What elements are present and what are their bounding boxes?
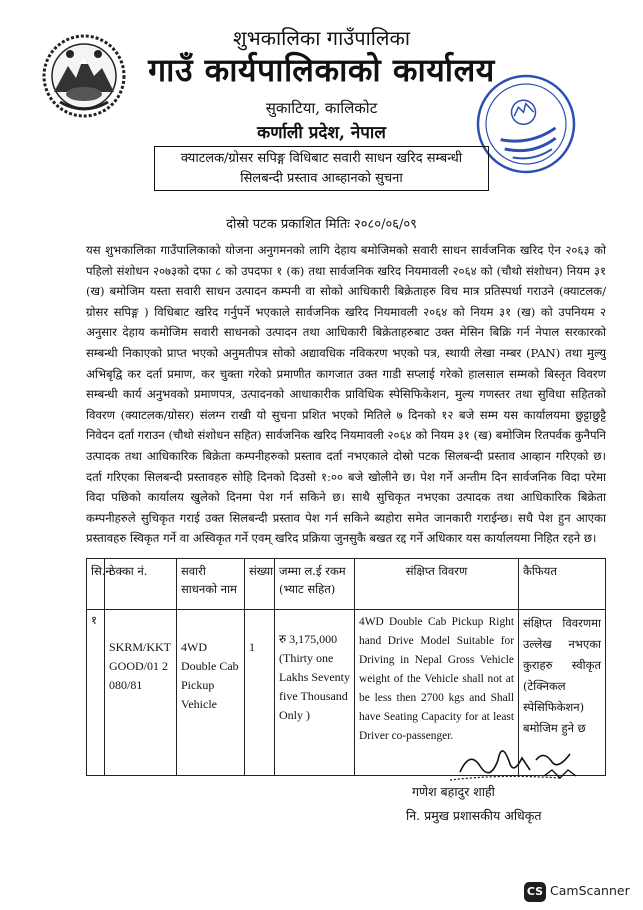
camscanner-logo-icon: CS <box>524 882 546 902</box>
notice-title-line-2: सिलबन्दी प्रस्ताव आब्हानको सुचना <box>240 171 403 186</box>
header-remarks: कैफियत <box>519 559 606 610</box>
header-vehicle-name: सवारी साधनको नाम <box>177 559 245 610</box>
cell-amount: रु 3,175,000 (Thirty one Lakhs Seventy five Thousand Only ) <box>275 610 355 776</box>
cell-remarks: संक्षिप्त विवरणमा उल्लेख नभएका कुराहरु स्वीकृत (टेक्निकल स्पेसिफिकेशन) बमोजिम हुने छ <box>519 610 606 776</box>
camscanner-watermark: CamScanner <box>550 883 630 898</box>
office-address: सुकाटिया, कालिकोट <box>265 99 378 117</box>
cell-contract-no: SKRM/KKTGOOD/01 2080/81 <box>105 610 177 776</box>
body-paragraph: यस शुभकालिका गाउँपालिकाको योजना अनुगमनको लागि देहाय बमोजिमको सवारी साधन सार्वजनिक खरिद ऐन २०६३ को पहिलो संशोधन २०७३को दफा ८ को उपदफा १ (क) तथा सार्वजनिक खरिद नियमावली २०६४ को (चौथो संशोधन) नियम ३१ (ख) बमोजिम यस्ता सवारी साधन उत्पादन कम्पनी वा सोको आधिकारी बिक्रेताहरु विच मात्र प्रतिस्पर्धा गराउने (क्याटलक/ग्रोसर सपिङ्ग ) विधिबाट खरिद गर्नुपर्ने भएकाले सार्वजनिक खरिद नियमावली २०६४ को नियम ३१ (ख) को उपनियम २ अनुसार देहाय कमोजिम सवारी साधनको उत्पादन तथा आधिकारी बिक्रेताहरुबाट उक्त मेसिन बिक्रि गर्न नेपाल सरकारको सम्बन्धी निकाएको प्राप्त भएको अनुमतीपत्र सोको अद्यावधिक नविकरण भएको पत्र, स्थायी लेखा नम्बर (PAN) तथा मुल्यु अभिबृद्वि कर दर्ता प्रमाण, कर चुक्ता गरेको प्रमाणीत कागजात उक्त गाडी सप्लाई गरेको हालसाल सम्मको बिस्तृत विवरण सम्बन्धी कार्य अनुभवको प्रमाणपत्र, उत्पादनको आधाकारीक प्राविधिक स्पेसिफिकेशन, मुल्य गणस्तर तथा सुविधा सहितको विवरण (क्याटलक/ग्रोसर) संलग्न राखी यो सुचना प्रशित भएको मितिले ७ दिनको १२ बजे सम्म यस कार्यालयमा छुट्टाछुट्टै निवेदन दर्ता गराउन (चौथो संशोधन सहित) सार्वजनिक खरिद नियमावली २०६४ को नियम ३१ (ख) बमोजिम रितपर्वक कुनैपनि उत्पादक तथा आधिकारिक बिक्रेता कम्पनीहरुको प्रस्ताव दर्ता नभएकाले दोस्रो पटक सिलबन्दी प्रस्ताव आव्हान गरिएको छ। दर्ता गरिएका सिलबन्दी प्रस्तावहरु सोहि दिनको दिउसो १:०० बजे खोलीने छ। पेश गर्ने अन्तीम दिन सार्वजनिक विदा परेमा विदा पछिको कार्यालय खुलेको दिनमा पेश गर्न सकिने छ। साथै सुचिकृत नभएका उत्पादक तथा आधिकारिक बिक्रेता कम्पनीहरुले सुचिकृत गराई उक्त सिलबन्दी प्रस्ताव पेश गर्न सकिने ब्यहोरा समेत जानकारी गराईन्छ। सधै पेश हुन आएका प्रस्तावहरु स्विकृत गर्ने वा अस्विकृत गर्ने एवम् खरिद प्रक्रिया जुनसुकै बखत रद्द गर्ने अधिकार यस कार्यालयमा निहित रहने छ। <box>86 243 606 546</box>
header-sn: सि.न <box>87 559 105 610</box>
cell-description: 4WD Double Cab Pickup Right hand Drive Model Suitable for Driving in Nepal Gross Vehicle weight of the Vehicle shall not at be less then 2700 kgs and Shall have Seating Capacity for at least Driver co-passenger. <box>355 610 519 776</box>
signatory-name: गणेश बहादुर शाही <box>412 784 495 799</box>
header-quantity: संख्या <box>245 559 275 610</box>
signature-icon <box>440 730 590 790</box>
cell-sn: १ <box>87 610 105 776</box>
office-title: गाउँ कार्यपालिकाको कार्यालय <box>148 51 495 89</box>
header-amount: जम्मा ल.ई रकम (भ्याट सहित) <box>275 559 355 610</box>
notice-title-line-1: क्याटलक/ग्रोसर सपिङ्ग विधिबाट सवारी साधन खरिद सम्बन्धी <box>180 151 463 166</box>
publication-date: दोस्रो पटक प्रकाशित मितिः २०८०/०६/०९ <box>226 217 417 232</box>
province-name: कर्णाली प्रदेश, नेपाल <box>257 123 386 143</box>
cell-quantity: 1 <box>245 610 275 776</box>
header-description: संक्षिप्त विवरण <box>355 559 519 610</box>
header-contract-no: ठेक्का नं. <box>105 559 177 610</box>
notice-body <box>86 240 606 549</box>
municipality-name: शुभकालिका गाउँपालिका <box>232 26 411 50</box>
notice-title-box <box>154 146 489 191</box>
table-header-row <box>87 559 606 610</box>
signatory-title: नि. प्रमुख प्रशासकीय अधिकृत <box>406 808 542 823</box>
cell-vehicle-name: 4WD Double Cab Pickup Vehicle <box>177 610 245 776</box>
